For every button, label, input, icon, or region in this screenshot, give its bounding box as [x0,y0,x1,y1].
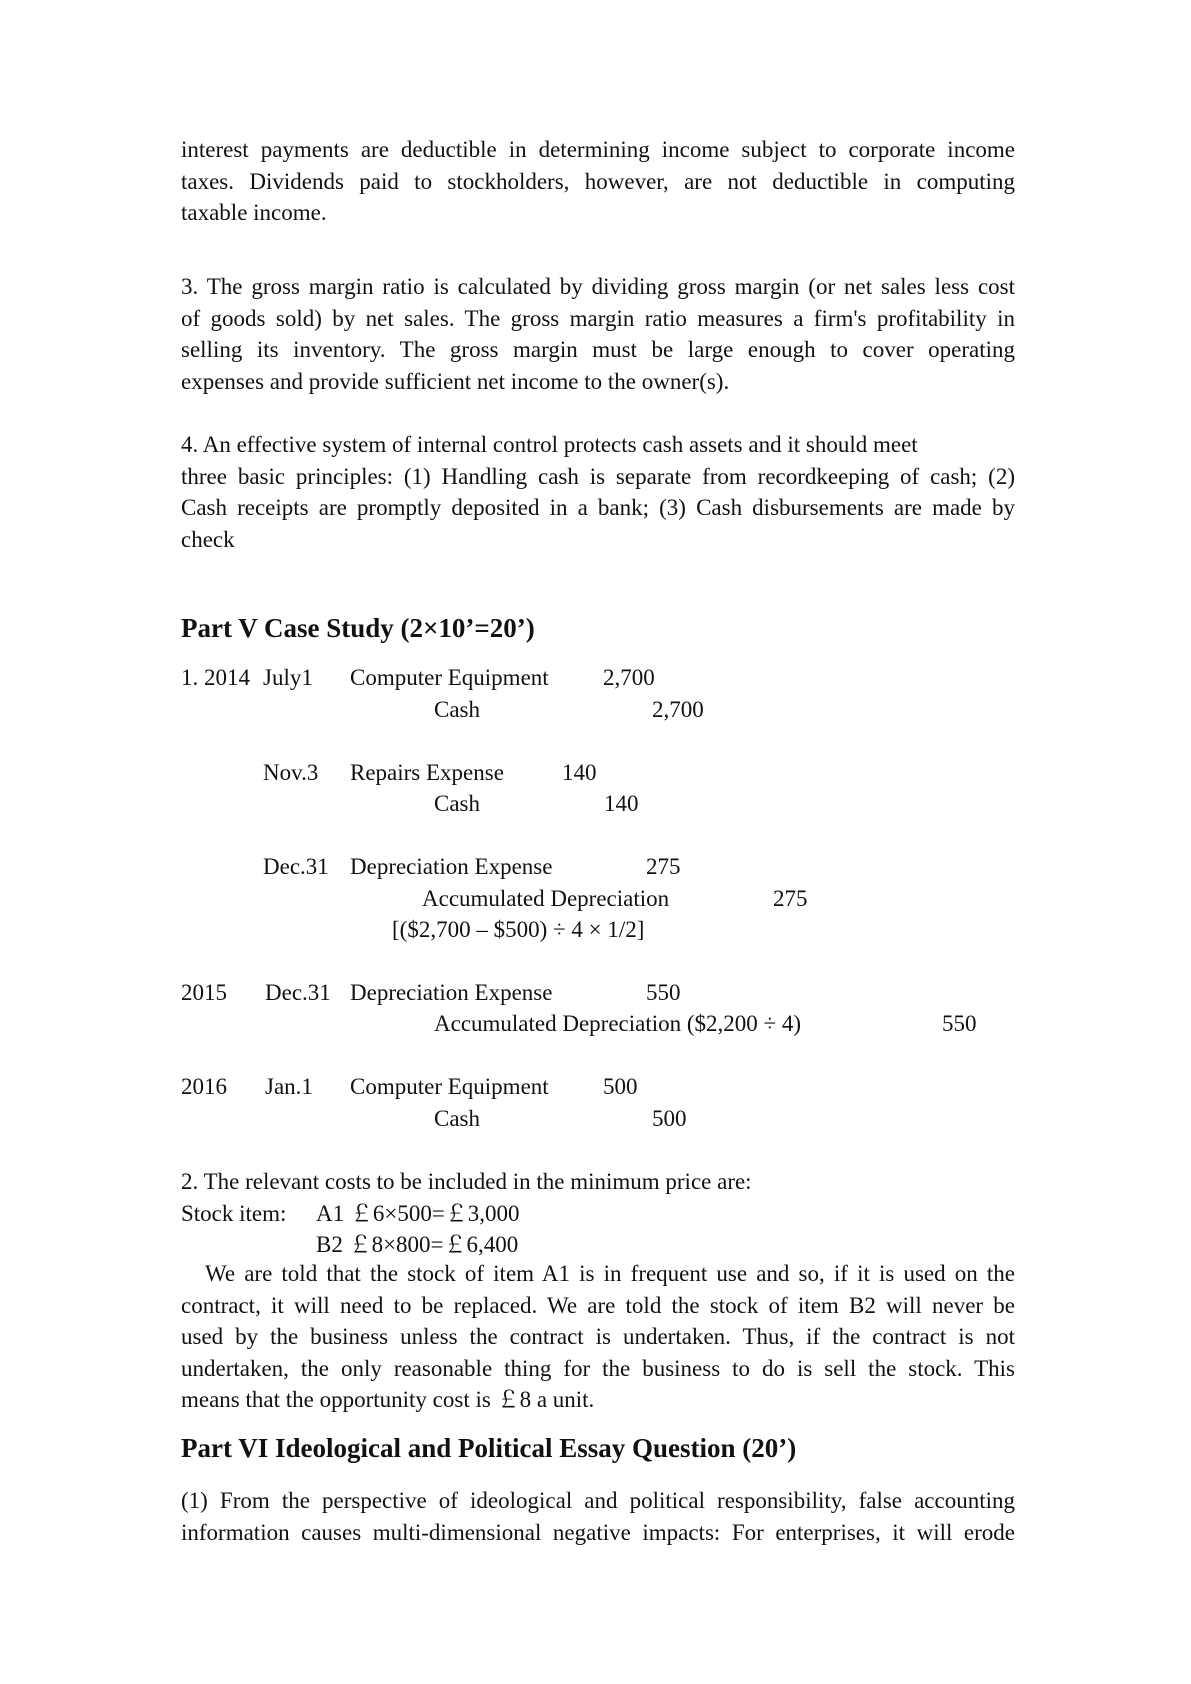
credit-amount: 140 [604,791,639,816]
q2-paragraph [181,1258,1015,1416]
text-line: 4. An effective system of internal control protects cash assets and it should meet [181,432,918,457]
part-6-paragraph [181,1485,1015,1548]
intro-paragraph [181,134,1015,229]
entry-label: 1. 2014 [181,665,250,690]
text-line: selling its inventory. The gross margin must be large enough to cover operating [181,337,1015,362]
calculation-note: [($2,700 – $500) ÷ 4 × 1/2] [392,917,645,942]
debit-account: Computer Equipment [350,665,549,690]
text-line: Cash receipts are promptly deposited in a bank; (3) Cash disbursements are made by [181,495,1015,520]
text-line: means that the opportunity cost is ￡8 a unit. [181,1387,595,1412]
text-line: taxes. Dividends paid to stockholders, however, are not deductible in computing [181,168,1015,194]
stock-item-label: Stock item: [181,1201,287,1226]
credit-account: Cash [434,1106,480,1131]
text-line: We are told that the stock of item A1 is in frequent use and so, if it is used on the [205,1261,1015,1286]
credit-account: Accumulated Depreciation [422,886,670,911]
credit-account: Cash [434,697,480,722]
credit-amount: 2,700 [652,697,704,722]
credit-amount: 550 [942,1011,977,1036]
credit-account: Cash [434,791,480,816]
stock-item-b2: B2 ￡8×800=￡6,400 [316,1232,519,1257]
debit-account: Depreciation Expense [350,980,553,1005]
text-line: information causes multi-dimensional negative impacts: For enterprises, it will erode [181,1519,1015,1545]
entry-year: 2015 [181,980,227,1005]
entry-date: Dec.31 [265,980,331,1005]
entry-date: July1 [263,665,313,690]
debit-amount: 550 [646,980,681,1005]
credit-amount: 500 [652,1106,687,1131]
text-line: undertaken, the only reasonable thing for the business to do is sell the stock. This [181,1355,1015,1381]
entry-date: Nov.3 [263,760,319,785]
credit-amount: 275 [773,886,808,911]
text-line: used by the business unless the contract is undertaken. Thus, if the contract is not [181,1324,1015,1349]
part-6-heading: Part VI Ideological and Political Essay Question (20’) [181,1433,797,1463]
debit-amount: 2,700 [603,665,655,690]
stock-item-a1: A1 ￡6×500=￡3,000 [316,1201,520,1226]
entry-date: Jan.1 [265,1074,313,1099]
text-line: taxable income. [181,200,327,225]
entry-year: 2016 [181,1074,227,1099]
entry-date: Dec.31 [263,854,329,879]
credit-account: Accumulated Depreciation ($2,200 ÷ 4) [434,1011,802,1036]
text-line: expenses and provide sufficient net income to the owner(s). [181,368,730,394]
debit-account: Computer Equipment [350,1074,549,1099]
part-5-heading: Part V Case Study (2×10’=20’) [181,613,535,643]
text-line: three basic principles: (1) Handling cash is separate from recordkeeping of cash; (2) [181,463,1015,489]
answer-4-paragraph [181,429,1015,555]
debit-amount: 275 [646,854,681,879]
text-line: contract, it will need to be replaced. We are told the stock of item B2 will never be [181,1292,1015,1318]
debit-amount: 500 [603,1074,638,1099]
debit-account: Repairs Expense [350,760,504,785]
text-line: of goods sold) by net sales. The gross margin ratio measures a firm's profitability in [181,305,1015,331]
text-line: (1) From the perspective of ideological and political responsibility, false accounting [181,1488,1015,1513]
debit-amount: 140 [562,760,597,785]
debit-account: Depreciation Expense [350,854,553,879]
answer-3-paragraph [181,271,1015,397]
q2-intro: 2. The relevant costs to be included in the minimum price are: [181,1169,752,1194]
text-line: 3. The gross margin ratio is calculated by dividing gross margin (or net sales less cost [181,274,1015,299]
text-line: check [181,526,235,552]
text-line: interest payments are deductible in determining income subject to corporate income [181,137,1015,162]
